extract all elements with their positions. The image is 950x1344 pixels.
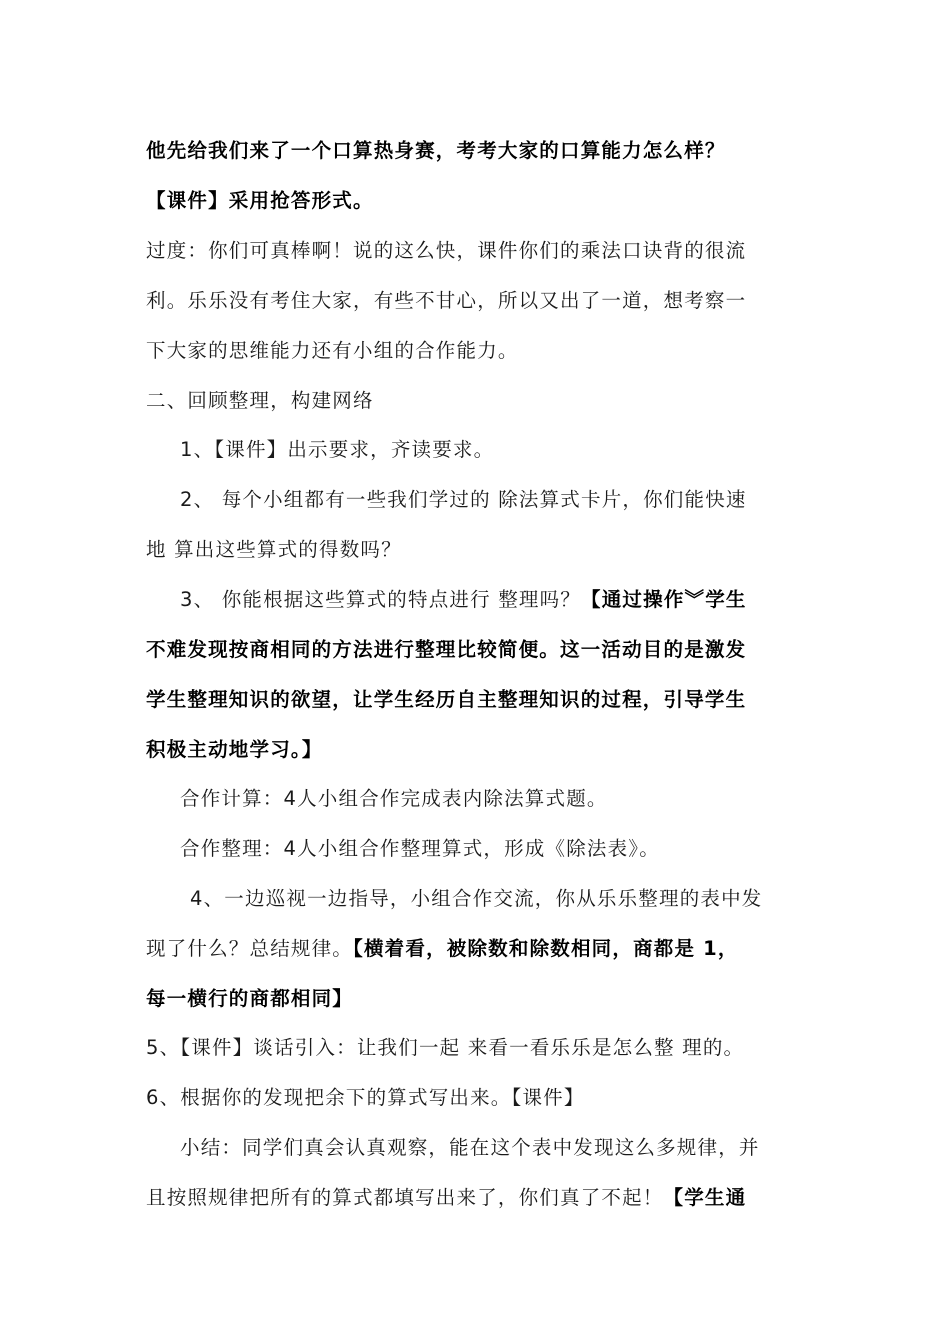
line-text: 且按照规律把所有的算式都填写出来了，你们真了不起！ [146, 1186, 664, 1209]
paragraph-line: 小结：同学们真会认真观察，能在这个表中发现这么多规律，并 [180, 1136, 760, 1159]
line-text: 现了什么？总结规律。 [146, 937, 354, 960]
paragraph-line: 他先给我们来了一个口算热身赛，考考大家的口算能力怎么样？ [146, 139, 726, 162]
paragraph-line: 【课件】采用抢答形式。 [146, 189, 374, 212]
paragraph-line: 积极主动地学习。】 [146, 738, 323, 761]
list-item: 6、根据你的发现把余下的算式写出来。【课件】 [146, 1086, 585, 1109]
paragraph-line: 下大家的思维能力还有小组的合作能力。 [146, 339, 519, 362]
list-item: 5、【课件】谈话引入：让我们一起 来看一看乐乐是怎么整 理的。 [146, 1036, 745, 1059]
list-item: 4、一边巡视一边指导，小组合作交流，你从乐乐整理的表中发 [190, 887, 763, 910]
paragraph-line: 合作整理：4人小组合作整理算式，形成《除法表》。 [180, 837, 660, 860]
paragraph-line: 地 算出这些算式的得数吗？ [146, 538, 402, 561]
paragraph-line: 学生整理知识的欲望，让学生经历自主整理知识的过程，引导学生 [146, 688, 747, 711]
list-item: 2、 每个小组都有一些我们学过的 除法算式卡片，你们能快速 [180, 488, 747, 511]
paragraph-line [146, 936, 739, 962]
paragraph-line: 每一横行的商都相同】 [146, 987, 354, 1010]
list-item [180, 587, 747, 613]
bold-note: 【学生通 [663, 1186, 747, 1209]
paragraph-line: 利。乐乐没有考住大家，有些不甘心，所以又出了一道，想考察一 [146, 289, 747, 312]
paragraph-line: 不难发现按商相同的方法进行整理比较简便。这一活动目的是激发 [146, 638, 747, 661]
section-heading: 二、回顾整理，构建网络 [146, 389, 374, 412]
paragraph-line: 过度：你们可真棒啊！说的这么快，课件你们的乘法口诀背的很流 [146, 239, 747, 262]
list-item: 1、【课件】出示要求，齐读要求。 [180, 438, 495, 461]
bold-note: 【横着看，被除数和除数相同，商都是 1， [353, 937, 739, 960]
line-text: 3、 你能根据这些算式的特点进行 整理吗？ [180, 588, 582, 611]
paragraph-line [146, 1185, 746, 1211]
bold-note: 【通过操作︾学生 [581, 588, 747, 611]
paragraph-line: 合作计算：4人小组合作完成表内除法算式题。 [180, 787, 608, 810]
